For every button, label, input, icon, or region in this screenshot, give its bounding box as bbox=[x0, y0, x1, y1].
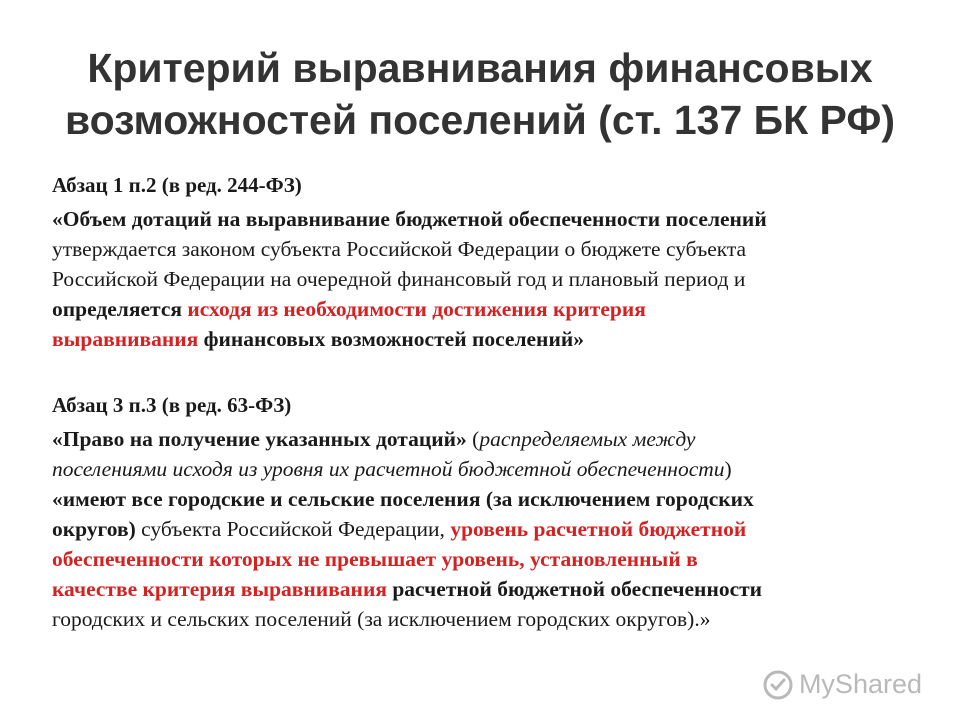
s1-line-5-bold: финансовых возможностей поселений» bbox=[203, 327, 584, 351]
s2-line-4-bold: округов) bbox=[52, 517, 136, 541]
s2-line-1-bold: «Право на получение указанных дотаций» bbox=[52, 427, 467, 451]
section-1-quote bbox=[52, 204, 902, 354]
s2-line-2-italic: поселениями исходя из уровня их расчетной бюджетной обеспеченности bbox=[52, 457, 725, 481]
s2-line-2 bbox=[52, 454, 902, 484]
s1-line-4-red: исходя из необходимости достижения критерия bbox=[187, 297, 646, 321]
title-line-2: возможностей поселений (ст. 137 БК РФ) bbox=[64, 97, 896, 143]
s2-line-4-plain: субъекта Российской Федерации, bbox=[141, 517, 445, 541]
myshared-logo-icon bbox=[763, 670, 793, 700]
s1-line-4-bold: определяется bbox=[52, 297, 183, 321]
myshared-logo-text: MyShared bbox=[798, 669, 922, 699]
s2-line-1-paren: ( bbox=[472, 427, 480, 451]
s2-line-5: обеспеченности которых не превышает уровень, установленный в bbox=[52, 547, 698, 571]
s1-line-1: «Объем дотаций на выравнивание бюджетной обеспеченности поселений bbox=[52, 207, 767, 231]
section-paragraph-1 bbox=[52, 170, 902, 354]
s2-line-4 bbox=[52, 514, 902, 544]
section-2-quote bbox=[52, 424, 902, 634]
s2-line-6-bold: расчетной бюджетной обеспеченности bbox=[392, 577, 763, 601]
slide-title bbox=[40, 42, 920, 146]
s2-line-1-italic: распределяемых между bbox=[479, 427, 696, 451]
section-1-heading: Абзац 1 п.2 (в ред. 244-ФЗ) bbox=[52, 173, 302, 197]
section-2-heading: Абзац 3 п.3 (в ред. 63-ФЗ) bbox=[52, 393, 292, 417]
s2-line-6 bbox=[52, 574, 902, 604]
s2-line-6-red: качестве критерия выравнивания bbox=[52, 577, 387, 601]
s2-line-1 bbox=[52, 424, 902, 454]
s2-line-2-paren: ) bbox=[724, 457, 732, 481]
s1-line-5 bbox=[52, 324, 902, 354]
s2-line-7: городских и сельских поселений (за исключением городских округов).» bbox=[52, 607, 711, 631]
myshared-watermark bbox=[763, 669, 922, 700]
s1-line-3: Российской Федерации на очередной финансовый год и плановый период и bbox=[52, 267, 746, 291]
s2-line-4-red: уровень расчетной бюджетной bbox=[450, 517, 747, 541]
s1-line-2: утверждается законом субъекта Российской Федерации о бюджете субъекта bbox=[52, 237, 747, 261]
s2-line-3: «имеют все городские и сельские поселения (за исключением городских bbox=[52, 487, 754, 511]
title-line-1: Критерий выравнивания финансовых bbox=[87, 45, 873, 91]
s1-line-4 bbox=[52, 294, 902, 324]
slide-body bbox=[52, 170, 902, 634]
section-paragraph-2 bbox=[52, 390, 902, 634]
s1-line-5-red: выравнивания bbox=[52, 327, 199, 351]
